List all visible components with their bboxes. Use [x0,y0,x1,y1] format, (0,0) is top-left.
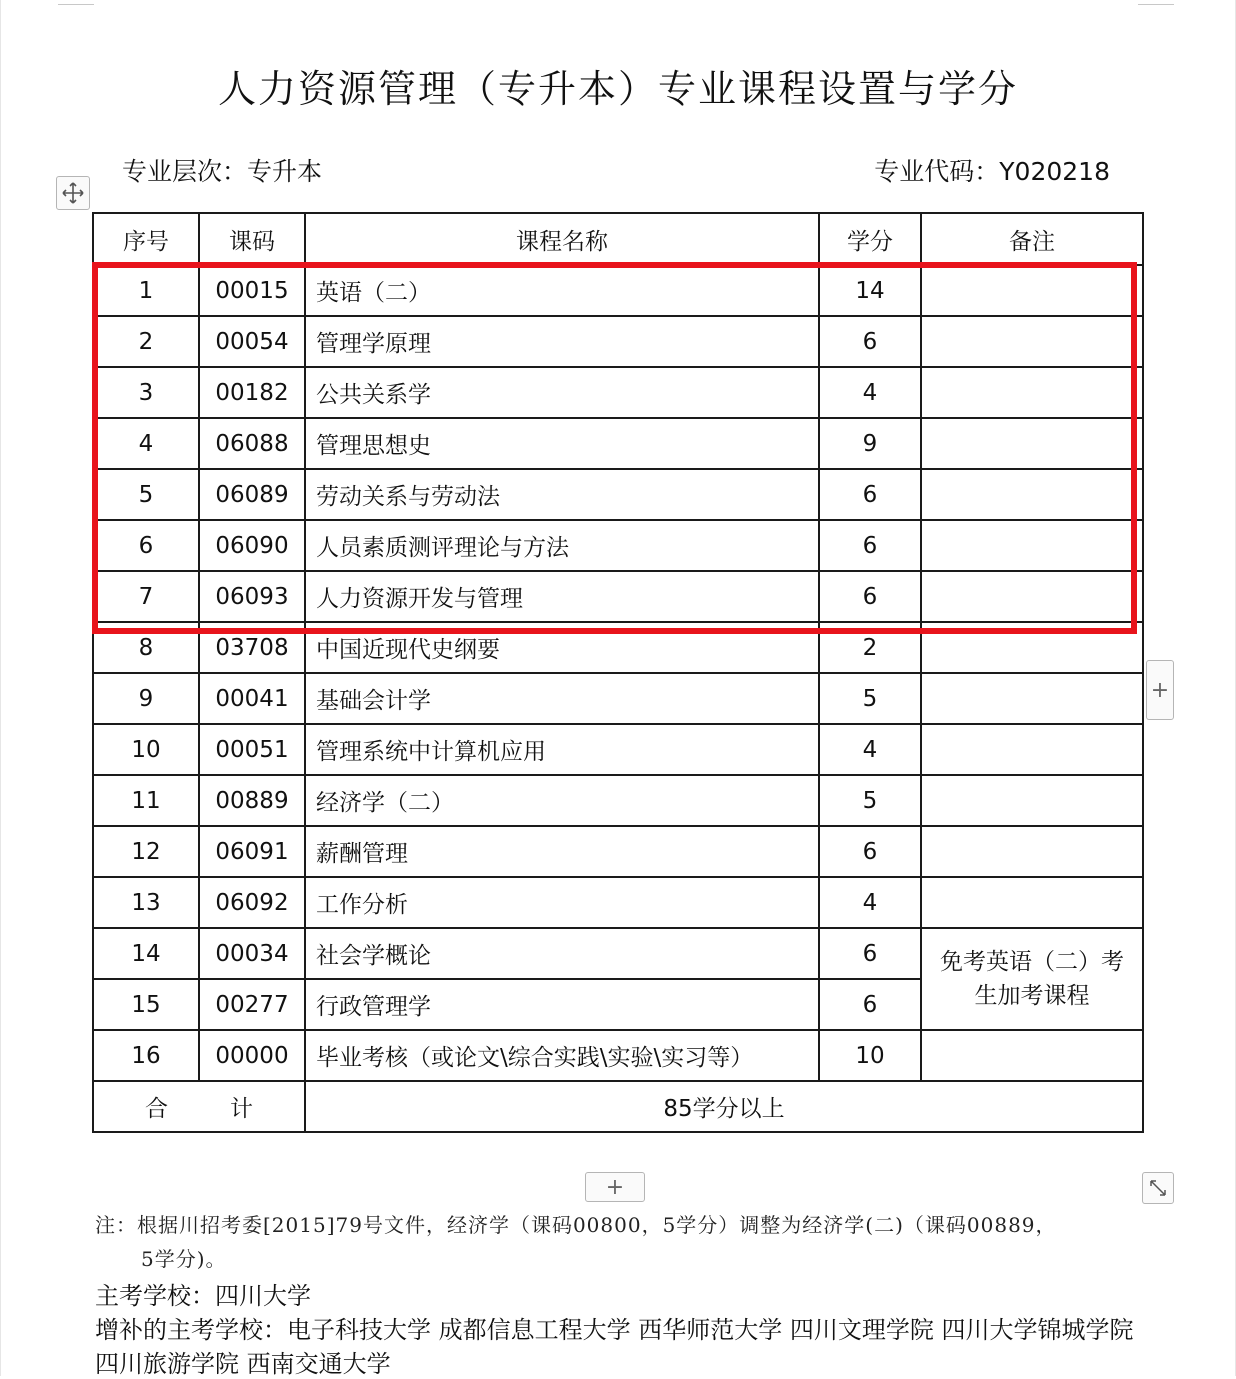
total-label-part: 计 [230,1096,253,1122]
cell-code: 00034 [199,928,305,979]
table-row [93,826,1143,877]
table-move-handle[interactable] [56,176,90,210]
cell-remark [921,316,1143,367]
cell-name: 行政管理学 [305,979,819,1030]
cell-code: 06088 [199,418,305,469]
cell-credit: 9 [819,418,921,469]
cell-remark [921,571,1143,622]
cell-no: 5 [93,469,199,520]
cell-no: 14 [93,928,199,979]
cell-code: 00000 [199,1030,305,1081]
cell-name: 管理思想史 [305,418,819,469]
add-column-button[interactable]: + [585,1172,645,1202]
header-no: 序号 [93,213,199,265]
remark-line: 生加考课程 [974,983,1090,1009]
major-level: 专业层次：专升本 [122,157,323,186]
cell-credit: 4 [819,724,921,775]
table-row [93,316,1143,367]
cell-name: 管理系统中计算机应用 [305,724,819,775]
table-header-row [93,213,1143,265]
cell-credit: 4 [819,877,921,928]
cell-remark [921,724,1143,775]
cell-name: 英语（二） [305,265,819,316]
cell-credit: 6 [819,571,921,622]
header-credit: 学分 [819,213,921,265]
cell-remark [921,877,1143,928]
cell-code: 00015 [199,265,305,316]
cell-name: 薪酬管理 [305,826,819,877]
main-school: 主考学校：四川大学 [95,1282,311,1310]
cell-code: 06089 [199,469,305,520]
cell-no: 16 [93,1030,199,1081]
cell-no: 1 [93,265,199,316]
table-row [93,928,1143,979]
cell-remark [921,673,1143,724]
cell-name: 管理学原理 [305,316,819,367]
total-label [93,1081,305,1132]
course-table [92,212,1144,1133]
cell-no: 9 [93,673,199,724]
cell-code: 06093 [199,571,305,622]
footnote-line: 注：根据川招考委[2015]79号文件，经济学（课码00800，5学分）调整为经济学(二)（课码00889， [95,1213,1057,1237]
cell-code: 00182 [199,367,305,418]
cell-no: 2 [93,316,199,367]
cell-no: 3 [93,367,199,418]
cell-name: 社会学概论 [305,928,819,979]
table-row [93,571,1143,622]
cell-name: 基础会计学 [305,673,819,724]
cell-no: 13 [93,877,199,928]
cell-code: 00277 [199,979,305,1030]
cell-credit: 5 [819,673,921,724]
cell-code: 06090 [199,520,305,571]
cell-name: 人员素质测评理论与方法 [305,520,819,571]
table-row [93,265,1143,316]
header-remark: 备注 [921,213,1143,265]
cell-code: 06092 [199,877,305,928]
cell-remark [921,469,1143,520]
table-row [93,1030,1143,1081]
cell-no: 10 [93,724,199,775]
total-value: 85学分以上 [305,1081,1143,1132]
cell-remark [921,775,1143,826]
document-title: 人力资源管理（专升本）专业课程设置与学分 [217,67,1018,111]
footnote-line: 5学分)。 [141,1247,227,1271]
page-corner-mark [58,0,94,5]
cell-name: 经济学（二） [305,775,819,826]
cell-no: 12 [93,826,199,877]
cell-credit: 2 [819,622,921,673]
table-row [93,469,1143,520]
footnote [95,1208,1155,1276]
major-code: 专业代码：Y020218 [874,157,1110,186]
cell-credit: 14 [819,265,921,316]
table-row [93,775,1143,826]
cell-name: 毕业考核（或论文\综合实践\实验\实习等） [305,1030,819,1081]
table-row [93,418,1143,469]
cell-credit: 10 [819,1030,921,1081]
page-left-edge [0,0,1,1376]
cell-remark [921,826,1143,877]
header-code: 课码 [199,213,305,265]
cell-code: 03708 [199,622,305,673]
cell-name: 公共关系学 [305,367,819,418]
cell-credit: 6 [819,469,921,520]
header-name: 课程名称 [305,213,819,265]
cell-code: 00051 [199,724,305,775]
table-row [93,520,1143,571]
remark-line: 免考英语（二）考 [940,949,1124,975]
additional-schools: 增补的主考学校：电子科技大学 成都信息工程大学 西华师范大学 四川文理学院 四川大学锦城学院 [95,1316,1134,1344]
table-row [93,673,1143,724]
table-row [93,877,1143,928]
move-icon [61,181,85,205]
cell-name: 中国近现代史纲要 [305,622,819,673]
cell-credit: 6 [819,316,921,367]
table-resize-handle[interactable] [1142,1172,1174,1204]
page-corner-mark [1138,0,1174,5]
total-label-part: 合 [145,1096,168,1122]
cell-remark [921,418,1143,469]
cell-name: 劳动关系与劳动法 [305,469,819,520]
cell-remark [921,520,1143,571]
cell-credit: 6 [819,826,921,877]
cell-remark [921,622,1143,673]
cell-no: 15 [93,979,199,1030]
total-row [93,1081,1143,1132]
cell-credit: 6 [819,979,921,1030]
table-row [93,622,1143,673]
cell-remark-merged [921,928,1143,1030]
cell-credit: 6 [819,520,921,571]
resize-icon [1148,1178,1168,1198]
cell-code: 00889 [199,775,305,826]
cell-code: 00054 [199,316,305,367]
cell-name: 工作分析 [305,877,819,928]
cell-code: 06091 [199,826,305,877]
cell-code: 00041 [199,673,305,724]
cell-credit: 5 [819,775,921,826]
cell-credit: 4 [819,367,921,418]
add-row-button[interactable]: + [1146,660,1174,720]
table-row [93,724,1143,775]
cell-remark [921,367,1143,418]
cell-name: 人力资源开发与管理 [305,571,819,622]
additional-schools-cont: 四川旅游学院 西南交通大学 [95,1350,391,1378]
cell-no: 11 [93,775,199,826]
cell-no: 8 [93,622,199,673]
cell-remark [921,1030,1143,1081]
cell-credit: 6 [819,928,921,979]
cell-remark [921,265,1143,316]
table-row [93,367,1143,418]
cell-no: 7 [93,571,199,622]
cell-no: 4 [93,418,199,469]
cell-no: 6 [93,520,199,571]
